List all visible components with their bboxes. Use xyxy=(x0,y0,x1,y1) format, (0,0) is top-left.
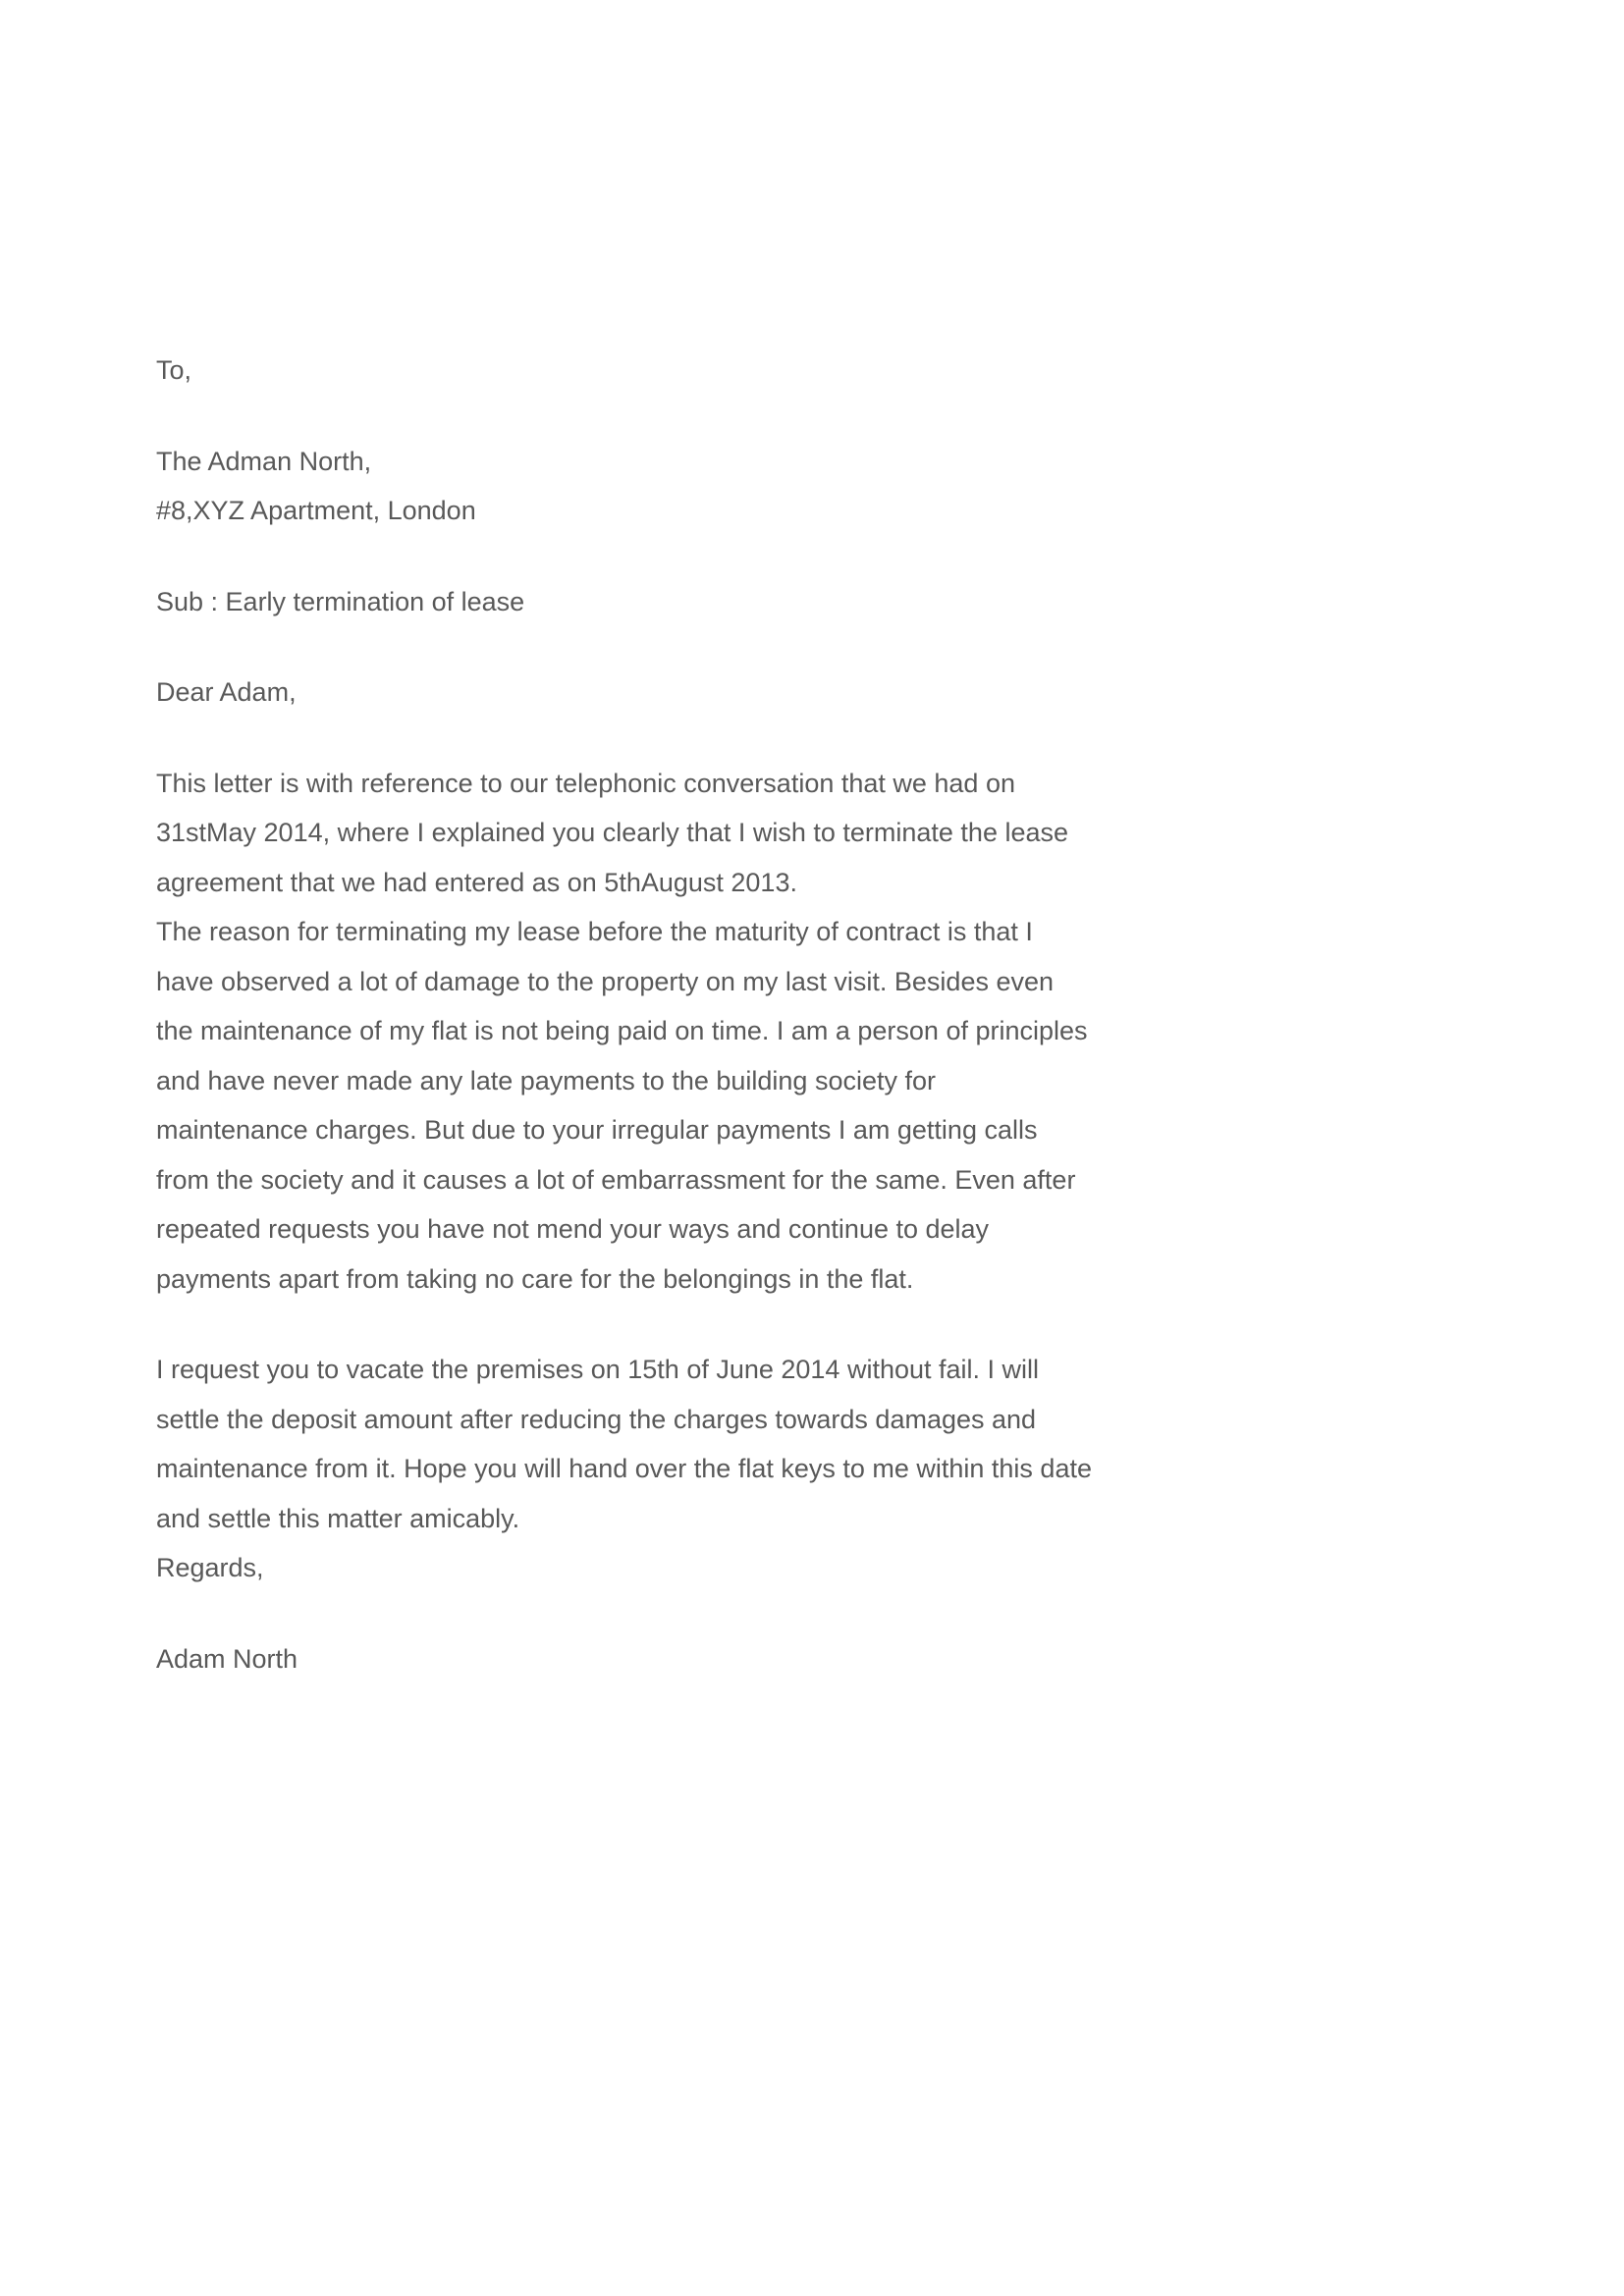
body-line: settle the deposit amount after reducing the charges towards damages and xyxy=(156,1404,1037,1434)
body-line: maintenance charges. But due to your irregular payments I am getting calls xyxy=(156,1115,1038,1145)
greeting: Dear Adam, xyxy=(156,677,297,707)
spacer xyxy=(156,396,1138,437)
body-line: This letter is with reference to our telephonic conversation that we had on xyxy=(156,768,1015,798)
body-line: the maintenance of my flat is not being paid on time. I am a person of principles xyxy=(156,1016,1088,1045)
spacer xyxy=(156,718,1138,759)
spacer xyxy=(156,1593,1138,1634)
body-paragraph-2 xyxy=(156,1345,1138,1543)
body-line: maintenance from it. Hope you will hand over the flat keys to me within this date xyxy=(156,1454,1092,1483)
body-line: payments apart from taking no care for the belongings in the flat. xyxy=(156,1263,914,1294)
signature: Adam North xyxy=(156,1643,298,1674)
body-line: repeated requests you have not mend your ways and continue to delay xyxy=(156,1214,990,1244)
body-line: I request you to vacate the premises on 15th of June 2014 without fail. I will xyxy=(156,1355,1040,1384)
body-line: from the society and it causes a lot of embarrassment for the same. Even after xyxy=(156,1164,1076,1195)
body-line: have observed a lot of damage to the property on my last visit. Besides even xyxy=(156,966,1055,996)
body-line: 31stMay 2014, where I explained you clearly that I wish to terminate the lease xyxy=(156,818,1069,847)
recipient-block xyxy=(156,437,1138,536)
body-paragraph-1 xyxy=(156,759,1138,1305)
recipient-address: #8,XYZ Apartment, London xyxy=(156,496,476,525)
body-line: The reason for terminating my lease before the maturity of contract is that I xyxy=(156,917,1033,946)
spacer xyxy=(156,536,1138,577)
body-line: agreement that we had entered as on 5thAugust 2013. xyxy=(156,867,797,897)
body-line: and have never made any late payments to the building society for xyxy=(156,1065,936,1095)
body-line: and settle this matter amicably. xyxy=(156,1503,520,1533)
spacer xyxy=(156,626,1138,667)
closing: Regards, xyxy=(156,1553,264,1582)
recipient-name: The Adman North, xyxy=(156,446,372,476)
letter-body xyxy=(156,346,1138,1683)
salutation-to: To, xyxy=(156,355,192,385)
subject-line: Sub : Early termination of lease xyxy=(156,586,525,616)
spacer xyxy=(156,1304,1138,1345)
